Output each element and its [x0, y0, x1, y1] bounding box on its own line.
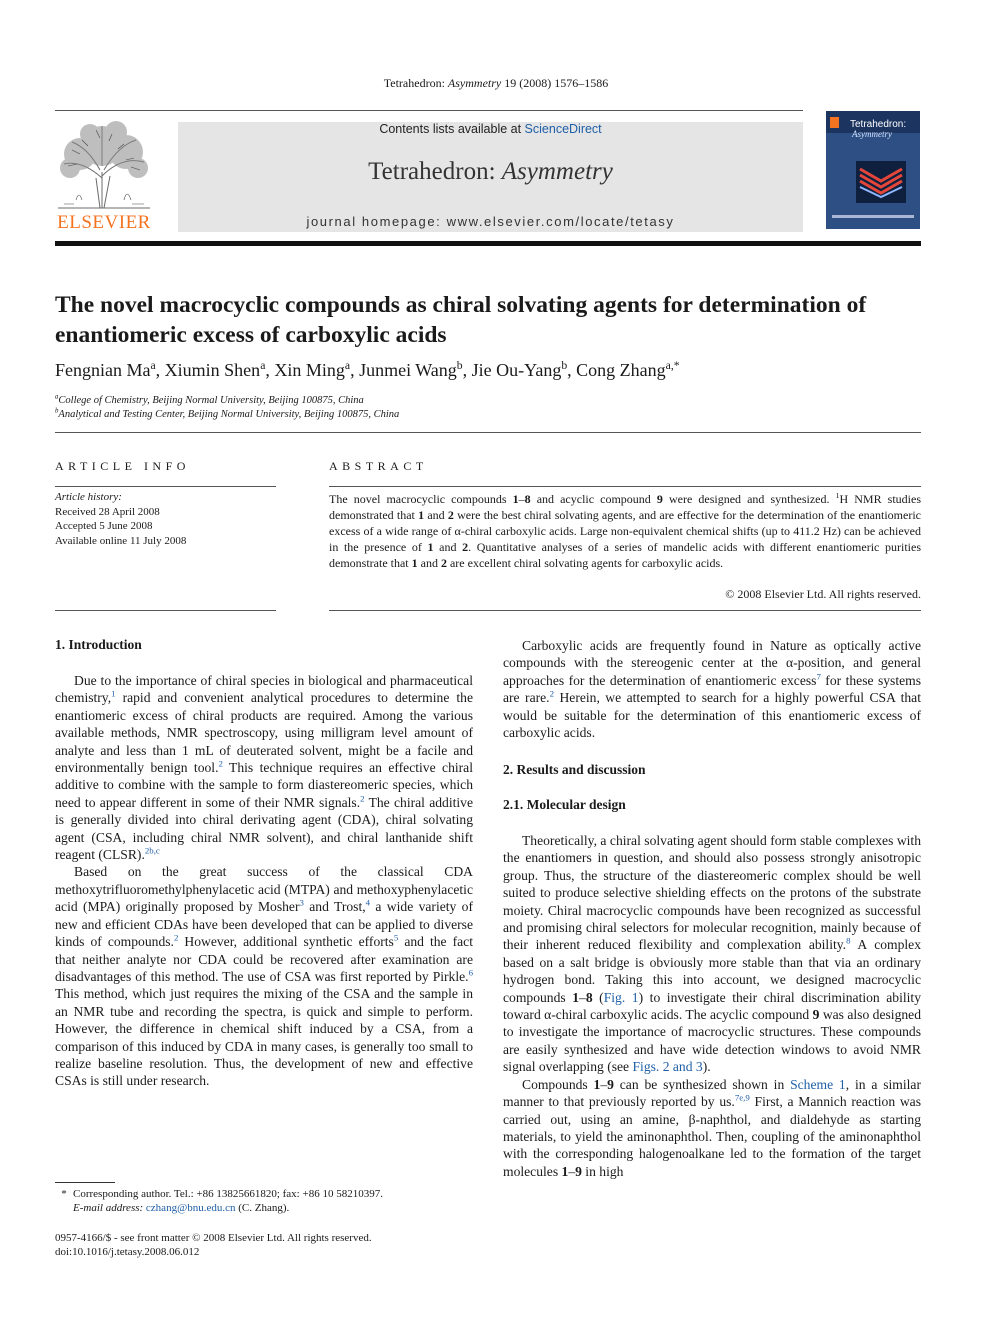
author[interactable]: Junmei Wang$^b$ — [359, 359, 463, 380]
abstract-rule — [329, 486, 921, 487]
affiliation-rule — [55, 432, 921, 433]
section-heading-introduction: 1. Introduction — [55, 637, 142, 652]
intro-body: Due to the importance of chiral species in biological and pharmaceutical chemistry,$^1$ rapid and convenient analytical procedures to determine the enantiomeric excess of chiral products are required. Among the various available methods, NMR spectroscopy, using milligram level amount of analyte and less than 1 mL of deuterated solvent, might be a facile and environmentally benign tool.$^2$ This technique requires an effective chiral additive to combine with the sample to form diastereomeric species, which need to appear different in some of their NMR signals.$^2$ The chiral additive is generally divided into chiral derivating agent (CDA), chiral solvating agent (CSA, including chiral NMR solvent), and chiral lanthanide shift reagent (CLSR).$^{2b,c}$ Based on the great success of the classical CDA methoxytrifluoromethylphenylacetic acid (MTPA) and methoxyphenylacetic acid (MPA) originally proposed by Mosher$^3$ and Trost,$^4$ a wide variety of new and efficient CDAs have been developed that can be applied to diverse kinds of compounds.$^2$ However, additional synthetic efforts$^5$ and the fact that neither analyte nor CDA could be recovered after examination are disadvantages of this method. The use of CSA was first reported by Pirkle.$^6$ This method, which just requires the mixing of the CSA and the sample in an NMR tube and recording the spectra, is quick and simple to perform. However, the difference in chemical shift induced by a CSA, from a comparison of this induced by CDA in many cases, is generally too small to realize baseline resolution. Thus, the development of new and effective CSAs is still under research. — [55, 673, 474, 1089]
author[interactable]: Jie Ou-Yang$^b$ — [471, 359, 568, 380]
abstract-text: The novel macrocyclic compounds 1–8 and acyclic compound 9 were designed and synthesized. $^1$H NMR studies demonstrated that 1 and 2 were the best chiral solvating agents, and are effective for the determination of the enantiomeric excess of a wide range of α-chiral carboxylic acids. Large non-equivalent chemical shifts (up to 411.2 Hz) can be achieved in the presence of 1 and 2. Quantitative analyses of a series of mandelic acids with different enantiomeric purities demonstrate that 1 and 2 are excellent chiral solvating agents for carboxylic acids. — [329, 491, 921, 570]
journal-banner — [178, 122, 803, 232]
journal-citation: Tetrahedron: Asymmetry 19 (2008) 1576–1586 — [383, 76, 609, 90]
author[interactable]: Fengnian Ma$^a$ — [55, 359, 156, 380]
cover-subtitle: Asymmetry — [852, 129, 892, 139]
author[interactable]: Cong Zhang$^{a,*}$ — [576, 359, 680, 380]
author-list: Fengnian Ma$^a$, Xiumin Shen$^a$, Xin Ming$^a$, Junmei Wang$^b$, Jie Ou-Yang$^b$, Cong Zhang$^{a,*}$ — [55, 359, 680, 380]
cover-logo-icon — [830, 117, 839, 128]
sciencedirect-link[interactable]: ScienceDirect — [524, 122, 602, 136]
contents-line: Contents lists available at ScienceDirect — [379, 122, 602, 136]
cover-title: Tetrahedron: — [850, 119, 907, 130]
article-history: Article history: Received 28 April 2008 Accepted 5 June 2008 Available online 11 July 2008 — [55, 491, 187, 547]
molecular-design-body: Theoretically, a chiral solvating agent should form stable complexes with the enantiomers in question, and should also possess strongly anisotropic group. Thus, the structure of the diastereomeric complex should be well suited to produce selective shielding effects on the protons of the substrate moiety. Chiral macrocyclic compounds have been recognized as successful and promising chiral selectors for molecular recognition, mainly because of their inherent reduced flexibility and complexation ability.$^8$ A complex based on a salt bridge is obviously more stable than that via an ordinary hydrogen bond. Taking this into account, we designed macrocyclic compounds 1–8 (Fig. 1) to investigate their chiral discrimination ability toward α-chiral carboxylic acids. The acyclic compound 9 was also designed to investigate the importance of macrocyclic structures. These compounds are easily synthesized and have wide detection windows to avoid NMR signal overlapping (see Figs. 2 and 3). Compounds 1–9 can be synthesized shown in Scheme 1, in a similar manner to that previously reported by us.$^{7e,9}$ First, a Mannich reaction was carried out, using an amine, β-naphthol, and dialdehyde as starting materials, to yield the aminonaphthol. Then, coupling of the aminonaphthol with the corresponding halogenoalkane led to the formation of the target molecules 1–9 in high — [503, 833, 921, 1179]
journal-homepage: journal homepage: www.elsevier.com/locate/tetasy — [306, 214, 675, 229]
article-title: The novel macrocyclic compounds as chiral solvating agents for determination of enantiomeric excess of carboxylic acids — [55, 292, 867, 348]
affiliation-a: $^a$College of Chemistry, Beijing Normal University, Beijing 100875, China — [55, 393, 364, 406]
header-thick-rule — [55, 241, 921, 246]
front-matter-footnote: 0957-4166/$ - see front matter © 2008 Elsevier Ltd. All rights reserved. doi:10.1016/j.tetasy.2008.06.012 — [55, 1231, 475, 1259]
affiliation-b: $^b$Analytical and Testing Center, Beijing Normal University, Beijing 100875, China — [55, 407, 400, 420]
elsevier-tree-icon — [52, 120, 156, 212]
article-info-heading: ARTICLE INFO — [55, 459, 190, 473]
doi-link[interactable]: doi:10.1016/j.tetasy.2008.06.012 — [55, 1246, 200, 1258]
section-heading-molecular-design: 2.1. Molecular design — [503, 797, 626, 812]
journal-title: Tetrahedron: Asymmetry — [368, 158, 613, 185]
intro-body-continued: Carboxylic acids are frequently found in Nature as optically active compounds with the stereogenic center at the α-position, and general approaches for the determination of enantiomeric excess$^7$ for these systems are rare.$^2$ Herein, we attempted to search for a highly powerful CSA that would be suitable for the determination of this enantiomeric excess of carboxylic acids. — [503, 638, 922, 741]
homepage-link[interactable]: www.elsevier.com/locate/tetasy — [446, 214, 675, 229]
article-info-rule — [55, 486, 276, 487]
journal-cover-image[interactable] — [826, 111, 920, 229]
email-link[interactable]: czhang@bnu.edu.cn — [145, 1202, 236, 1214]
header-rule — [55, 110, 803, 111]
author[interactable]: Xiumin Shen$^a$ — [164, 359, 266, 380]
author[interactable]: Xin Ming$^a$ — [274, 359, 351, 380]
corresponding-footnote: * Corresponding author. Tel.: +86 13825661820; fax: +86 10 58210397. E-mail address: czhang@bnu.edu.cn (C. Zhang). — [61, 1188, 383, 1214]
abstract-heading: ABSTRACT — [329, 459, 428, 473]
section-heading-results: 2. Results and discussion — [503, 762, 646, 777]
article-info-bottom-rule — [55, 610, 276, 611]
copyright: © 2008 Elsevier Ltd. All rights reserved. — [725, 587, 921, 601]
elsevier-logo[interactable] — [52, 120, 156, 232]
abstract-bottom-rule — [329, 610, 921, 611]
footnote-rule — [55, 1182, 115, 1183]
cover-artwork-icon — [856, 161, 906, 203]
publisher-name: ELSEVIER — [57, 212, 151, 233]
